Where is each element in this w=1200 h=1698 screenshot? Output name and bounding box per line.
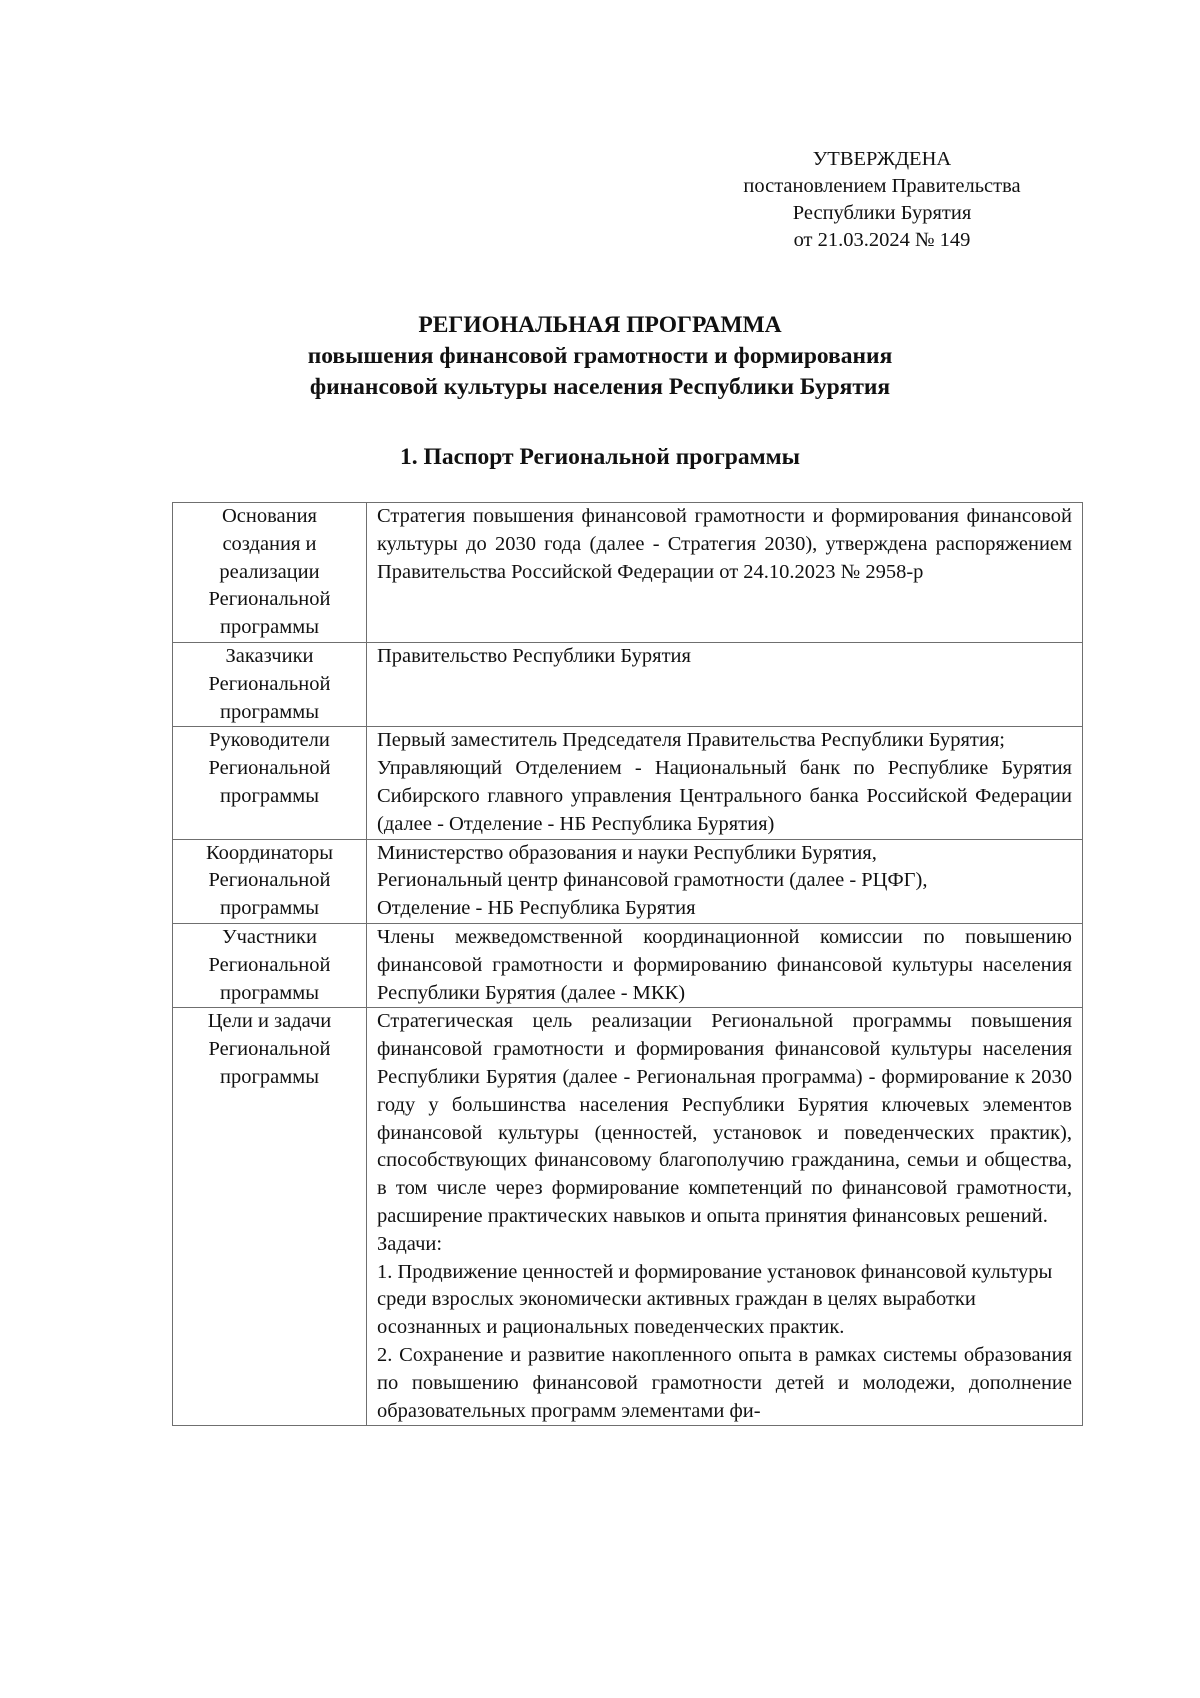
passport-table [172,502,1083,1426]
content-paragraph: Задачи: [377,1232,443,1255]
row-label: Цели и задачи Региональной программы [173,1008,367,1426]
content-paragraph: Стратегия повышения финансовой грамотности и формирования финансовой культуры до 2030 года (далее - Стратегия 2030), утверждена распоряжением Правительства Российской Федерации от 24.10.2023 № 2958-р [377,505,1072,583]
table-row [173,839,1083,923]
row-content [367,839,1083,923]
row-content [367,642,1083,726]
table-row [173,642,1083,726]
row-label: Участники Региональной программы [173,923,367,1007]
row-label: Координаторы Региональной программы [173,839,367,923]
content-paragraph: Региональный центр финансовой грамотности (далее - РЦФГ), [377,869,928,892]
title-line-1: РЕГИОНАЛЬНАЯ ПРОГРАММА [418,312,782,338]
content-paragraph: Стратегическая цель реализации Региональной программы повышения финансовой грамотности и формирования финансовой культуры населения Республики Бурятия (далее - Региональная программа) - формирование к 2030 году у большинства населения Республики Бурятия ключевых элементов финансовой культуры (ценностей, установок и поведенческих практик), способствующих финансовому благополучию гражданина, семьи и общества, в том числе через формирование компетенций по финансовой грамотности, расширение практических навыков и опыта принятия финансовых решений. [377,1010,1072,1227]
row-content [367,503,1083,643]
approval-line-resolution: постановлением Правительства [743,175,1021,197]
row-label: Заказчики Региональной программы [173,642,367,726]
approval-line-approved: УТВЕРЖДЕНА [812,148,952,170]
title-line-3: финансовой культуры населения Республики Бурятия [309,374,891,400]
table-row [173,1008,1083,1426]
approval-line-republic: Республики Бурятия [792,202,972,224]
row-content [367,727,1083,839]
content-paragraph: 2. Сохранение и развитие накопленного опыта в рамках системы образования по повышению финансовой грамотности детей и молодежи, дополнение образовательных программ элементами фи- [377,1343,1072,1422]
title-line-2: повышения финансовой грамотности и формирования [307,343,893,369]
approval-line-date-number: от 21.03.2024 № 149 [793,229,971,251]
row-label: Руководители Региональной программы [173,727,367,839]
section-heading: 1. Паспорт Региональной программы [400,444,800,470]
table-row [173,923,1083,1007]
table-row [173,503,1083,643]
row-content [367,923,1083,1007]
content-paragraph: Отделение - НБ Республика Бурятия [377,897,696,920]
content-paragraph: Члены межведомственной координационной комиссии по повышению финансовой грамотности и формированию финансовой культуры населения Республики Бурятия (далее - МКК) [377,925,1072,1004]
content-paragraph: 1. Продвижение ценностей и формирование установок финансовой культуры среди взрослых экономически активных граждан в целях выработки осознанных и рациональных поведенческих практик. [377,1260,1053,1339]
content-paragraph: Правительство Республики Бурятия [377,644,691,667]
content-paragraph: Управляющий Отделением - Национальный банк по Республике Бурятия Сибирского главного управления Центрального банка Российской Федерации (далее - Отделение - НБ Республика Бурятия) [377,757,1072,835]
row-content [367,1008,1083,1426]
row-label: Основания создания и реализации Региональной программы [173,503,367,643]
document-title [0,310,1200,403]
table-row [173,727,1083,839]
content-paragraph: Министерство образования и науки Республики Бурятия, [377,841,877,864]
approval-stamp [724,146,1040,254]
content-paragraph: Первый заместитель Председателя Правительства Республики Бурятия; [377,729,1005,752]
